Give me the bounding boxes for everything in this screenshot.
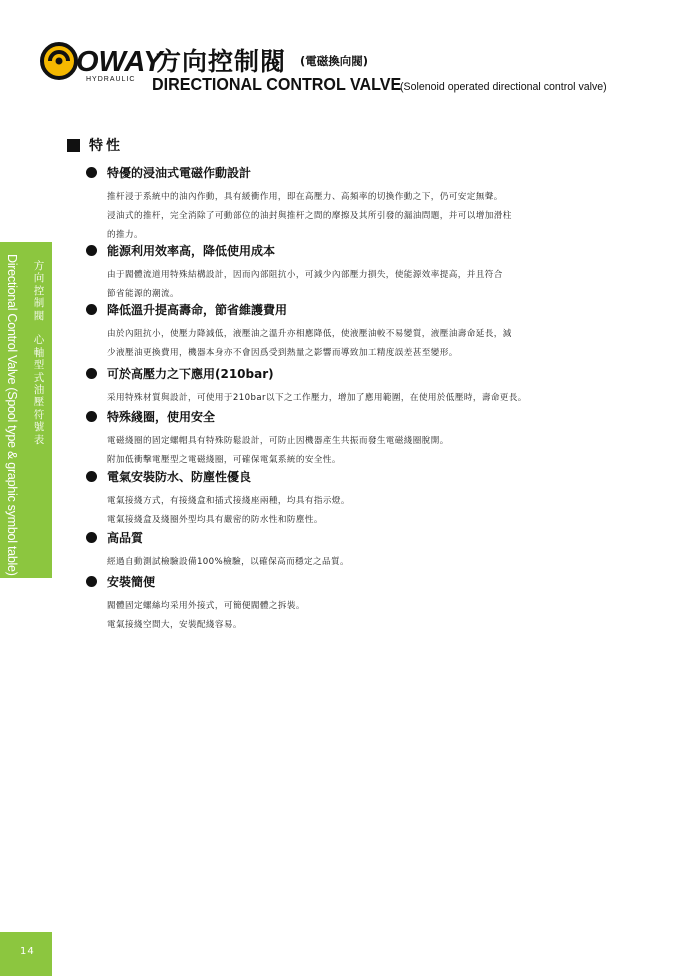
feature-description: 由于閥體流道用特殊結構設計，因而內部阻抗小，可減少內部壓力損失，使能源效率提高，并且符合 節省能源的潮流。 [107, 270, 503, 299]
bullet-icon [86, 532, 97, 543]
side-tab-char: 制 [33, 297, 45, 310]
oway-logo [40, 40, 163, 84]
logo-subtext: HYDRAULIC [86, 76, 136, 83]
feature-description: 電氣接綫方式，有接綫盒和插式接綫座兩種，均具有指示燈。 電氣接綫盒及綫圈外型均具有嚴密的防水性和防塵性。 [107, 496, 350, 525]
section-title: 特性 [89, 138, 123, 154]
page-title-english: DIRECTIONAL CONTROL VALVE [152, 74, 402, 94]
side-tab-char: 號 [33, 421, 45, 434]
feature-item [86, 528, 650, 572]
side-tab-chinese-label [32, 260, 46, 446]
side-tab-char: 符 [33, 408, 45, 421]
feature-title: 降低溫升提高壽命，節省維護費用 [107, 302, 288, 317]
side-tab-char: 式 [33, 371, 45, 384]
feature-title: 特優的浸油式電磁作動設計 [107, 165, 252, 180]
side-tab-char: 向 [33, 272, 45, 285]
side-tab-char: 方 [33, 260, 45, 272]
side-tab-char: 壓 [33, 396, 45, 409]
feature-title: 特殊綫圈，使用安全 [107, 409, 216, 424]
feature-description: 電磁綫圈的固定螺帽具有特殊防鬆設計，可防止因機器產生共振而發生電磁綫圈脫開。 附加低衝擊電壓型之電磁綫圈，可確保電氣系統的安全性。 [107, 436, 449, 465]
feature-description: 推杆浸于系統中的油內作動，具有緩衝作用，即在高壓力、高頻率的切換作動之下，仍可安定無聲。 浸油式的推杆，完全消除了可動部位的油封與推杆之間的摩擦及其所引發的漏油問題，并可以增加滑柱 的推力。 [107, 192, 512, 240]
feature-item [86, 163, 650, 245]
side-tab-char: 型 [33, 359, 45, 372]
bullet-icon [86, 304, 97, 315]
logo-wordmark: OWAY [76, 46, 163, 78]
feature-item [86, 300, 650, 363]
side-tab-char: 油 [33, 384, 45, 397]
bullet-icon [86, 245, 97, 256]
feature-description: 經過自動測試檢驗設備100%檢驗，以確保高而穩定之品質。 [107, 557, 350, 567]
feature-title: 安裝簡便 [107, 574, 156, 589]
bullet-icon [86, 368, 97, 379]
side-tab-english-label: Directional Control Valve (Spool type & graphic symbol table) [5, 254, 19, 576]
bullet-icon [86, 167, 97, 178]
feature-item [86, 467, 650, 530]
bullet-icon [86, 576, 97, 587]
side-tab-char: 心 [33, 334, 45, 347]
feature-description: 由於內阻抗小，使壓力降減低，液壓油之溫升亦相應降低，使液壓油較不易變質，液壓油壽命延長，減 少液壓油更換費用，機器本身亦不會因爲受到熱量之影響而導致加工精度誤差甚至變形。 [107, 329, 512, 358]
side-tab-char: 軸 [33, 346, 45, 359]
feature-description: 采用特殊材質與設計，可使用于210bar以下之工作壓力，增加了應用範圍，在使用於低壓時，壽命更長。 [107, 393, 527, 403]
feature-description: 閥體固定螺絲均采用外接式，可簡便閥體之拆裝。 電氣接綫空間大，安裝配綫容易。 [107, 601, 305, 630]
feature-item [86, 241, 650, 304]
feature-title: 能源利用效率高，降低使用成本 [107, 243, 276, 258]
feature-title: 可於高壓力之下應用(210bar) [107, 366, 274, 381]
square-bullet-icon [67, 139, 80, 152]
page-title-chinese: 方向控制閥 [156, 47, 287, 76]
bullet-icon [86, 471, 97, 482]
page-subtitle-chinese: (電磁換向閥) [300, 54, 369, 68]
side-tab-char: 控 [33, 284, 45, 297]
feature-item [86, 364, 650, 408]
feature-title: 高品質 [107, 530, 144, 545]
page-number: 14 [20, 946, 35, 957]
page-subtitle-english: (Solenoid operated directional control valve) [400, 81, 607, 93]
bullet-icon [86, 411, 97, 422]
feature-item [86, 572, 650, 635]
feature-item [86, 407, 650, 470]
side-tab-char [32, 322, 46, 334]
side-tab-char: 表 [33, 433, 45, 446]
section-heading [67, 137, 123, 153]
side-tab-char: 閥 [33, 309, 45, 322]
feature-title: 電氣安裝防水、防塵性優良 [107, 469, 252, 484]
